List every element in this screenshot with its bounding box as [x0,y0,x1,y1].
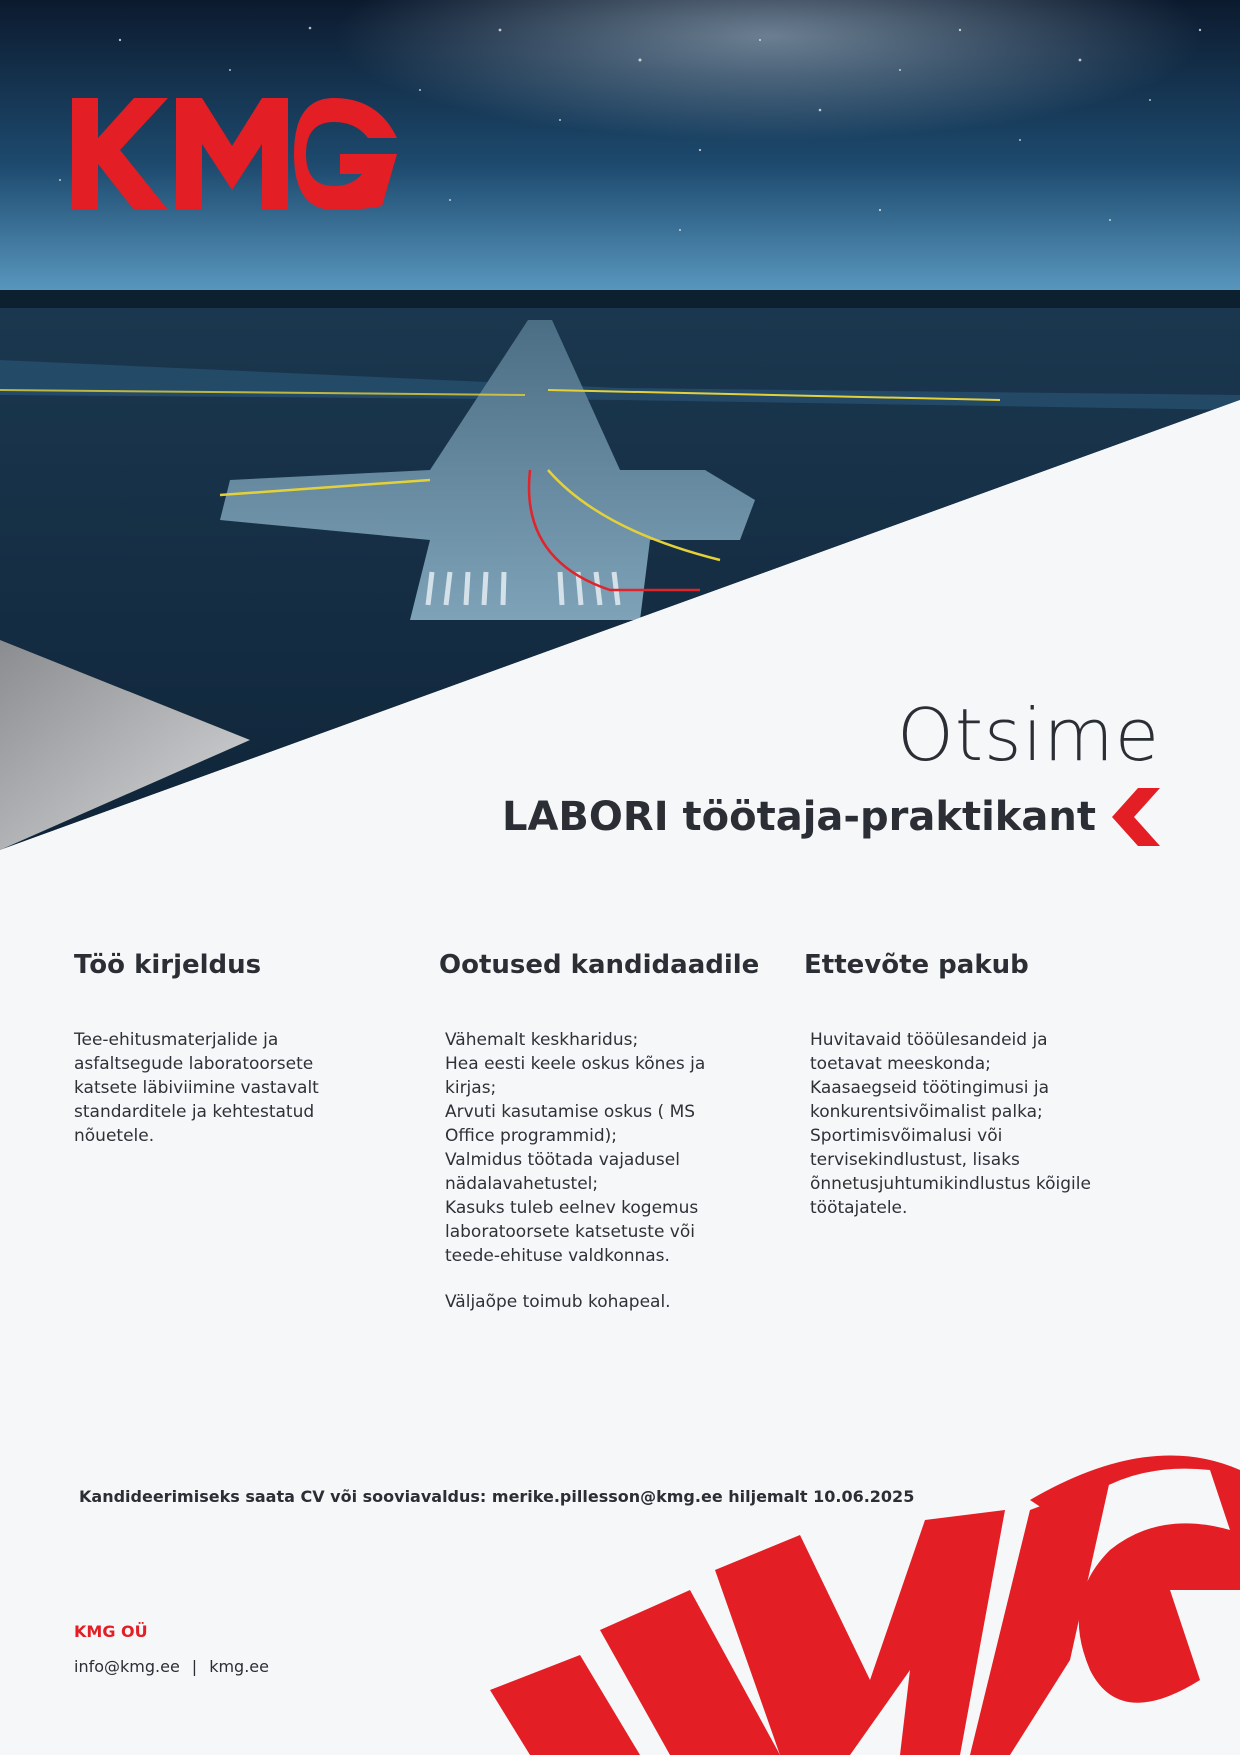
text-line: Vähemalt keskharidus; [445,1030,639,1050]
text-line: katsete läbiviimine vastavalt [74,1078,319,1098]
application-instructions: Kandideerimiseks saata CV või sooviavaldus: merike.pillesson@kmg.ee hiljemalt 10.06.2025 [79,1487,915,1506]
text-line: Tee-ehitusmaterjalide ja [74,1030,279,1050]
text-line: teede-ehituse valdkonnas. [445,1246,670,1266]
position-title: LABORI töötaja-praktikant [501,794,1096,840]
requirements-heading: Ootused kandidaadile [439,950,760,980]
position-title-row [502,788,1160,846]
text-line: Huvitavaid tööülesandeid ja [810,1030,1048,1050]
job-description-column [74,950,414,1148]
text-line: nõuetele. [74,1126,155,1146]
text-line: Kasuks tuleb eelnev kogemus [445,1198,699,1218]
website-link[interactable]: kmg.ee [209,1657,269,1676]
text-line: standarditele ja kehtestatud [74,1102,315,1122]
job-description-heading: Töö kirjeldus [74,950,262,980]
benefits-column [804,950,1144,1220]
text-line: Office programmid); [445,1126,618,1146]
text-line: toetavat meeskonda; [810,1054,991,1074]
text-line: nädalavahetustel; [445,1174,599,1194]
company-name: KMG OÜ [74,1622,148,1641]
text-line: töötajatele. [810,1198,908,1218]
requirements-column [439,950,779,1314]
link-separator: | [191,1657,198,1676]
benefits-text [804,1028,1144,1220]
text-line: tervisekindlustust, lisaks [810,1150,1020,1170]
spacer [445,1268,779,1290]
job-description-text [74,1028,414,1148]
text-line: Arvuti kasutamise oskus ( MS [445,1102,696,1122]
benefits-heading: Ettevõte pakub [804,950,1029,980]
text-line: Valmidus töötada vajadusel [445,1150,680,1170]
requirements-text [439,1028,779,1314]
chevron-left-icon [1112,788,1160,846]
text-line: Hea eesti keele oskus kõnes ja [445,1054,706,1074]
text-line: Kaasaegseid töötingimusi ja [810,1078,1050,1098]
text-line: laboratoorsete katsetuste või [445,1222,695,1242]
page-title: Otsime [897,693,1160,777]
headline [502,690,1160,846]
text-line: õnnetusjuhtumikindlustus kõigile [810,1174,1091,1194]
text-line: asfaltsegude laboratoorsete [74,1054,314,1074]
text-line: kirjas; [445,1078,497,1098]
text-line: konkurentsivõimalist palka; [810,1102,1043,1122]
contact-links [74,1657,269,1676]
training-note: Väljaõpe toimub kohapeal. [445,1292,671,1312]
text-line: Sportimisvõimalusi või [810,1126,1003,1146]
email-link[interactable]: info@kmg.ee [74,1657,180,1676]
kmg-logo-large [470,1440,1240,1755]
kmg-logo [72,98,397,210]
